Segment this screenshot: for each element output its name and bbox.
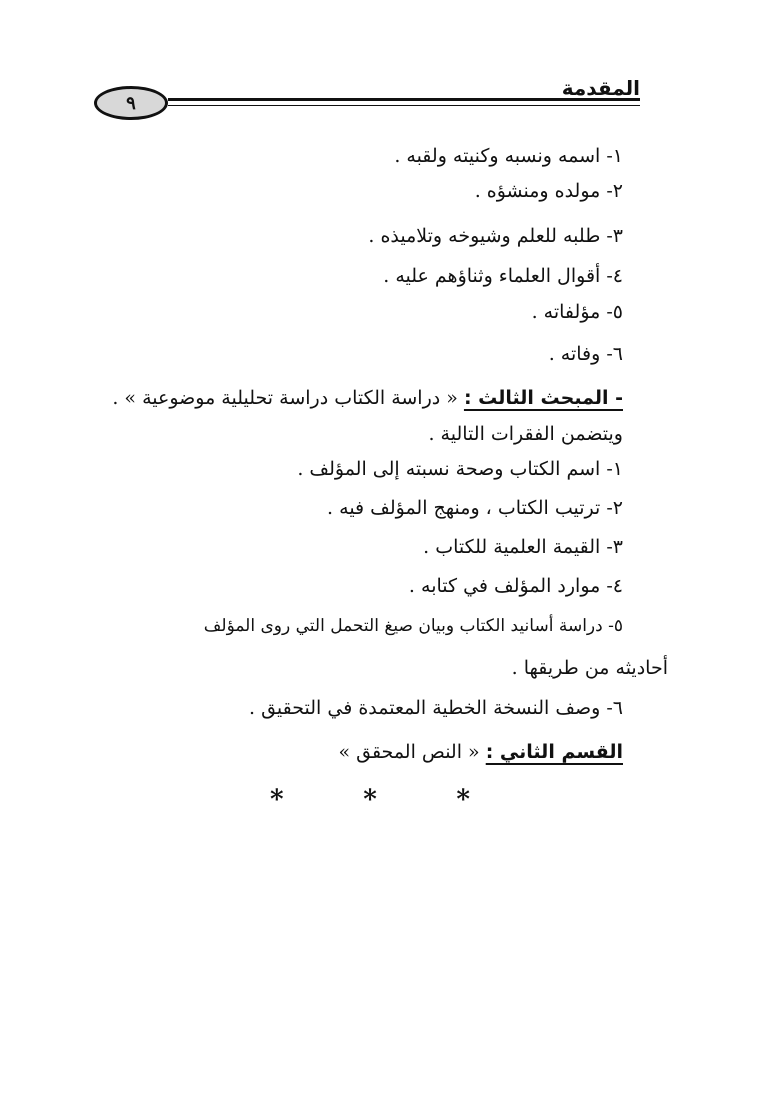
section-title-text: « دراسة الكتاب دراسة تحليلية موضوعية » . bbox=[112, 387, 458, 409]
list-item: ١- اسم الكتاب وصحة نسبته إلى المؤلف . bbox=[297, 458, 623, 480]
list-item: ٢- ترتيب الكتاب ، ومنهج المؤلف فيه . bbox=[327, 497, 623, 519]
list-item: ٤- موارد المؤلف في كتابه . bbox=[408, 575, 623, 597]
part-heading-line bbox=[338, 738, 623, 766]
list-item-continuation: أحاديثه من طريقها . bbox=[511, 657, 668, 679]
list-item: ٥- مؤلفاته . bbox=[531, 301, 623, 323]
list-item: ٦- وصف النسخة الخطية المعتمدة في التحقيق . bbox=[248, 697, 623, 719]
list-item: ١- اسمه ونسبه وكنيته ولقبه . bbox=[394, 145, 623, 167]
list-item: ٥- دراسة أسانيد الكتاب وبيان صيغ التحمل التي روى المؤلف bbox=[203, 616, 623, 636]
list-item: ٣- القيمة العلمية للكتاب . bbox=[423, 536, 623, 558]
star-icon: * bbox=[363, 785, 377, 815]
section-heading: - المبحث الثالث : bbox=[463, 387, 623, 409]
list-item: ٦- وفاته . bbox=[548, 343, 623, 365]
section-intro: ويتضمن الفقرات التالية . bbox=[428, 423, 623, 445]
page-number: ٩ bbox=[94, 86, 168, 120]
section-heading-line bbox=[112, 384, 623, 412]
part-heading: القسم الثاني : bbox=[485, 741, 623, 763]
header-rule-thin bbox=[168, 105, 640, 106]
separator-stars bbox=[270, 785, 470, 815]
star-icon: * bbox=[456, 785, 470, 815]
star-icon: * bbox=[270, 785, 284, 815]
section-title: المقدمة bbox=[561, 76, 640, 100]
page-header bbox=[88, 76, 648, 126]
part-title: « النص المحقق » bbox=[338, 741, 480, 763]
list-item: ٣- طلبه للعلم وشيوخه وتلاميذه . bbox=[368, 225, 623, 247]
list-item: ٢- مولده ومنشؤه . bbox=[474, 180, 623, 202]
list-item: ٤- أقوال العلماء وثناؤهم عليه . bbox=[383, 265, 623, 287]
